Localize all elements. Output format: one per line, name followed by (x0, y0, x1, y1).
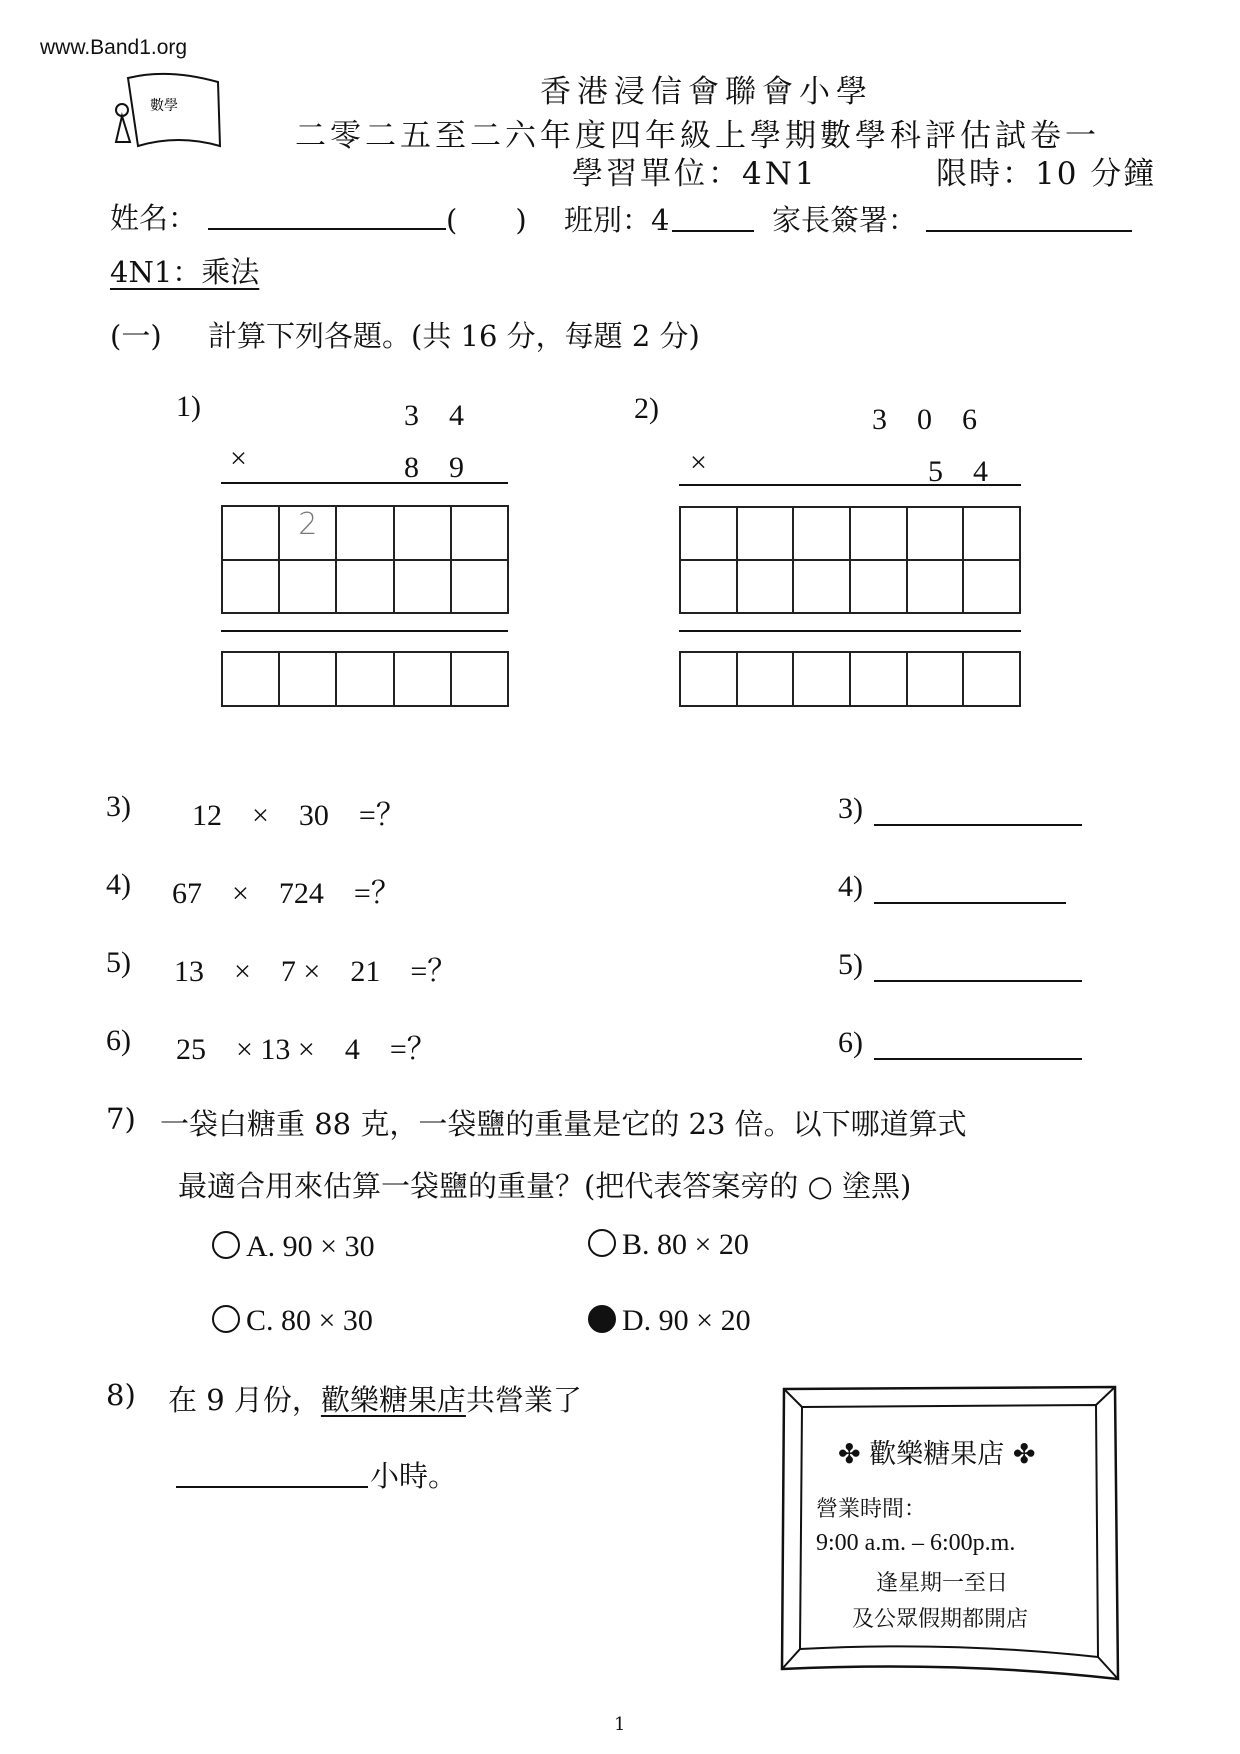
page-number: 1 (614, 1714, 626, 1735)
sign-days: 逢星期一至日 (876, 1571, 1009, 1596)
q4-label: 4) (106, 868, 131, 901)
q1-times-sign: × (230, 442, 247, 475)
class-label: 班別：4 (564, 203, 670, 237)
q4-answer-label: 4) (838, 870, 863, 903)
school-name: 香港浸信會聯會小學 (540, 74, 873, 110)
q1-multiplier: 8 9 (404, 451, 464, 484)
sign-hours-label: 營業時間： (816, 1497, 927, 1522)
q3-answer-label: 3) (838, 792, 863, 825)
q1-multiplicand: 3 4 (404, 399, 464, 432)
q6-answer-label: 6) (838, 1026, 863, 1059)
q8-question: 在 9 月份，歡樂糖果店共營業了 (168, 1383, 582, 1417)
q1-written-digit: 2 (280, 507, 337, 561)
q2-label: 2) (634, 392, 659, 425)
q7-option-a[interactable]: A. 90 × 30 (212, 1230, 375, 1264)
q1-rule-2 (221, 630, 508, 632)
q7-question-line2: 最適合用來估算一袋鹽的重量？(把代表答案旁的 ○ 塗黑) (178, 1169, 912, 1203)
q8-label: 8) (106, 1378, 136, 1412)
watermark: www.Band1.org (40, 36, 188, 59)
unit-label: 學習單位：4N1 (572, 156, 818, 192)
sign-title: ✤ 歡樂糖果店 ✤ (838, 1439, 1036, 1470)
q1-answer-grid[interactable] (221, 651, 509, 707)
q8-unit: 小時。 (370, 1459, 458, 1493)
q6-expression: 25 × 13 × 4 =？ (176, 1033, 437, 1066)
radio-circle-icon[interactable] (212, 1305, 240, 1333)
name-label: 姓名： (110, 201, 198, 235)
q2-times-sign: × (690, 446, 707, 479)
parent-signature-field[interactable] (926, 230, 1132, 232)
radio-circle-icon[interactable] (588, 1229, 616, 1257)
q7-label: 7) (106, 1102, 136, 1136)
q7-option-b[interactable]: B. 80 × 20 (588, 1228, 749, 1262)
q5-expression: 13 × 7 × 21 =？ (174, 955, 458, 988)
math-logo-icon (108, 70, 226, 150)
name-field[interactable] (208, 228, 446, 230)
topic-heading: 4N1：乘法 (110, 255, 260, 289)
logo-text: 數學 (150, 98, 178, 114)
q2-working-grid[interactable] (679, 506, 1021, 614)
class-field[interactable] (672, 230, 754, 232)
q2-rule (679, 484, 1021, 486)
q1-label: 1) (176, 390, 201, 423)
time-limit: 限時：10 分鐘 (936, 156, 1157, 192)
q1-working-grid[interactable] (221, 505, 509, 614)
radio-circle-icon[interactable] (212, 1231, 240, 1259)
flower-icon: ✤ (838, 1439, 861, 1470)
q3-answer-field[interactable] (874, 824, 1082, 826)
q4-expression: 67 × 724 =？ (172, 877, 401, 910)
q5-label: 5) (106, 946, 131, 979)
q4-answer-field[interactable] (874, 902, 1066, 904)
q2-multiplicand: 3 0 6 (872, 403, 977, 436)
q2-multiplier: 5 4 (928, 455, 988, 488)
q5-answer-field[interactable] (874, 980, 1082, 982)
q3-label: 3) (106, 790, 131, 823)
q8-answer-field[interactable] (176, 1486, 368, 1488)
parent-signature-label: 家長簽署： (772, 203, 918, 237)
q1-rule (221, 482, 508, 484)
radio-filled-icon[interactable] (588, 1305, 616, 1333)
q7-option-c[interactable]: C. 80 × 30 (212, 1304, 373, 1338)
q5-answer-label: 5) (838, 948, 863, 981)
q7-option-d[interactable]: D. 90 × 20 (588, 1304, 751, 1338)
q3-expression: 12 × 30 =？ (192, 799, 406, 832)
section-label: (一) (110, 319, 162, 353)
q6-answer-field[interactable] (874, 1058, 1082, 1060)
flower-icon: ✤ (1012, 1439, 1036, 1470)
class-number-field[interactable]: ( ) (446, 203, 527, 237)
exam-title: 二零二五至二六年度四年級上學期數學科評估試卷一 (295, 118, 1100, 154)
sign-holidays: 及公眾假期都開店 (852, 1607, 1029, 1632)
q2-answer-grid[interactable] (679, 651, 1021, 707)
q6-label: 6) (106, 1024, 131, 1057)
q2-rule-2 (679, 630, 1021, 632)
q7-question-line1: 一袋白糖重 88 克，一袋鹽的重量是它的 23 倍。以下哪道算式 (160, 1107, 967, 1141)
shop-name: 歡樂糖果店 (320, 1383, 466, 1417)
sign-hours: 9:00 a.m. – 6:00p.m. (816, 1530, 1016, 1556)
section-instruction: 計算下列各題。(共 16 分，每題 2 分) (208, 319, 700, 353)
